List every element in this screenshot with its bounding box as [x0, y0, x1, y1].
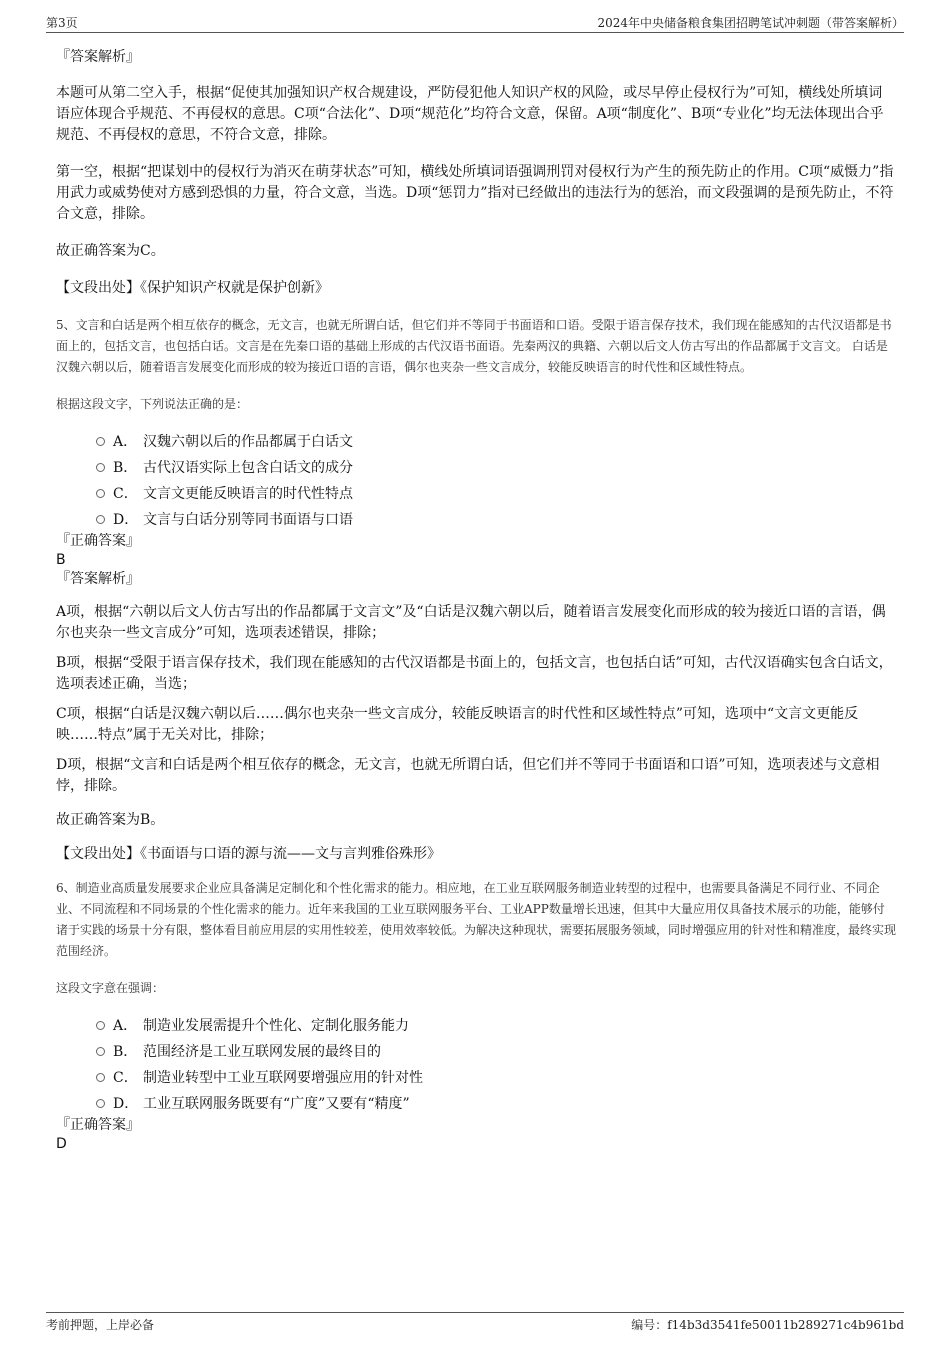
page-header [46, 14, 904, 33]
option-letter: B． [113, 460, 138, 476]
option-a[interactable] [96, 1012, 896, 1038]
radio-button[interactable] [96, 1021, 105, 1030]
radio-button[interactable] [96, 515, 105, 524]
question-prompt: 根据这段文字，下列说法正确的是： [56, 397, 249, 411]
document-title: 2024年中央储备粮食集团招聘笔试冲刺题（带答案解析） [597, 16, 904, 30]
option-letter: D． [113, 1096, 139, 1112]
option-text: 汉魏六朝以后的作品都属于白话文 [143, 434, 353, 450]
analysis-label: 『答案解析』 [56, 571, 140, 587]
question-passage: 6、制造业高质量发展要求企业应具备满足定制化和个性化需求的能力。相应地，在工业互联网服务制造业转型的过程中，也需要具备满足不同行业、不同企业、不同流程和不同场景的个性化需求的能力。近年来我国的工业互联网服务平台、工业APP数量增长迅速，但其中大量应用仅具备技术展示的功能，能够付诸于实践的场景十分有限，整体看目前应用层的实用性较差，使用效率较低。为解决这种现状，需要拓展服务领域，同时增强应用的针对性和精准度，最终实现范围经济。 [56, 881, 897, 958]
option-letter: A． [113, 1018, 138, 1034]
option-text: 文言文更能反映语言的时代性特点 [143, 486, 353, 502]
option-text: 制造业发展需提升个性化、定制化服务能力 [143, 1018, 409, 1034]
answer-conclusion: 故正确答案为B。 [56, 812, 165, 828]
option-c[interactable] [96, 480, 896, 506]
analysis-paragraph: D项，根据“文言和白话是两个相互依存的概念，无文言，也就无所谓白话，但它们并不等同于书面语和口语”可知，选项表述与文意相悖，排除。 [56, 757, 880, 794]
option-text: 文言与白话分别等同书面语与口语 [143, 512, 353, 528]
document-serial: 编号：f14b3d3541fe50011b289271c4b961bd [631, 1318, 904, 1332]
option-c[interactable] [96, 1064, 896, 1090]
analysis-paragraph: 第一空，根据“把谋划中的侵权行为消灭在萌芽状态”可知，横线处所填词语强调刑罚对侵权行为产生的预先防止的作用。C项“威慑力”指用武力或威势使对方感到恐惧的力量，符合文意，当选。D项“惩罚力”指对已经做出的违法行为的惩治，而文段强调的是预先防止，不符合文意，排除。 [56, 164, 894, 222]
option-list [96, 1012, 896, 1116]
option-letter: C． [113, 486, 138, 502]
footer-slogan: 考前押题，上岸必备 [46, 1318, 155, 1332]
correct-answer-label: 『正确答案』 [56, 1117, 140, 1133]
analysis-label: 『答案解析』 [56, 49, 140, 65]
question-passage: 5、文言和白话是两个相互依存的概念，无文言，也就无所谓白话，但它们并不等同于书面语和口语。受限于语言保存技术，我们现在能感知的古代汉语都是书面上的，包括文言，也包括白话。文言是在先秦口语的基础上形成的古代汉语书面语。先秦两汉的典籍、六朝以后文人仿古写出的作品都属于文言文。 白话是汉魏六朝以后，随着语言发展变化而形成的较为接近口语的言语，偶尔也夹杂一些文言成分，较能反映语言的时代性和区域性特点。 [56, 318, 892, 374]
option-text: 古代汉语实际上包含白话文的成分 [143, 460, 353, 476]
option-letter: D． [113, 512, 139, 528]
option-letter: C． [113, 1070, 138, 1086]
analysis-paragraph: 本题可从第二空入手，根据“促使其加强知识产权合规建设，严防侵犯他人知识产权的风险，或尽早停止侵权行为”可知，横线处所填词语应体现合乎规范、不再侵权的意思。C项“合法化”、D项“规范化”均符合文意，保留。A项“制度化”、B项“专业化”均无法体现出合乎规范、不再侵权的意思，不符合文意，排除。 [56, 85, 884, 143]
page-content [56, 48, 896, 1154]
radio-button[interactable] [96, 1073, 105, 1082]
radio-button[interactable] [96, 489, 105, 498]
radio-button[interactable] [96, 1047, 105, 1056]
correct-answer: B [56, 552, 66, 568]
radio-button[interactable] [96, 463, 105, 472]
question-prompt: 这段文字意在强调： [56, 981, 165, 995]
page-footer [46, 1312, 904, 1333]
radio-button[interactable] [96, 437, 105, 446]
passage-source: 【文段出处】《保护知识产权就是保护创新》 [56, 280, 329, 296]
analysis-paragraph: C项，根据“白话是汉魏六朝以后……偶尔也夹杂一些文言成分，较能反映语言的时代性和区域性特点”可知，选项中“文言文更能反映……特点”属于无关对比，排除； [56, 706, 859, 743]
answer-conclusion: 故正确答案为C。 [56, 243, 165, 259]
option-text: 范围经济是工业互联网发展的最终目的 [143, 1044, 381, 1060]
analysis-paragraph: A项，根据“六朝以后文人仿古写出的作品都属于文言文”及“白话是汉魏六朝以后，随着语言发展变化而形成的较为接近口语的言语，偶尔也夹杂一些文言成分”可知，选项表述错误，排除； [56, 604, 886, 641]
passage-source: 【文段出处】《书面语与口语的源与流——文与言判雅俗殊形》 [56, 846, 441, 862]
option-a[interactable] [96, 428, 896, 454]
option-list [96, 428, 896, 532]
option-text: 工业互联网服务既要有“广度”又要有“精度” [143, 1096, 410, 1112]
option-b[interactable] [96, 454, 896, 480]
option-text: 制造业转型中工业互联网要增强应用的针对性 [143, 1070, 423, 1086]
option-b[interactable] [96, 1038, 896, 1064]
analysis-paragraph: B项，根据“受限于语言保存技术，我们现在能感知的古代汉语都是书面上的，包括文言，也包括白话”可知，古代汉语确实包含白话文，选项表述正确，当选； [56, 655, 893, 692]
radio-button[interactable] [96, 1099, 105, 1108]
correct-answer: D [56, 1136, 67, 1152]
correct-answer-label: 『正确答案』 [56, 533, 140, 549]
option-d[interactable] [96, 1090, 896, 1116]
option-letter: B． [113, 1044, 138, 1060]
option-d[interactable] [96, 506, 896, 532]
page-number: 第3页 [46, 16, 78, 30]
option-letter: A． [113, 434, 138, 450]
